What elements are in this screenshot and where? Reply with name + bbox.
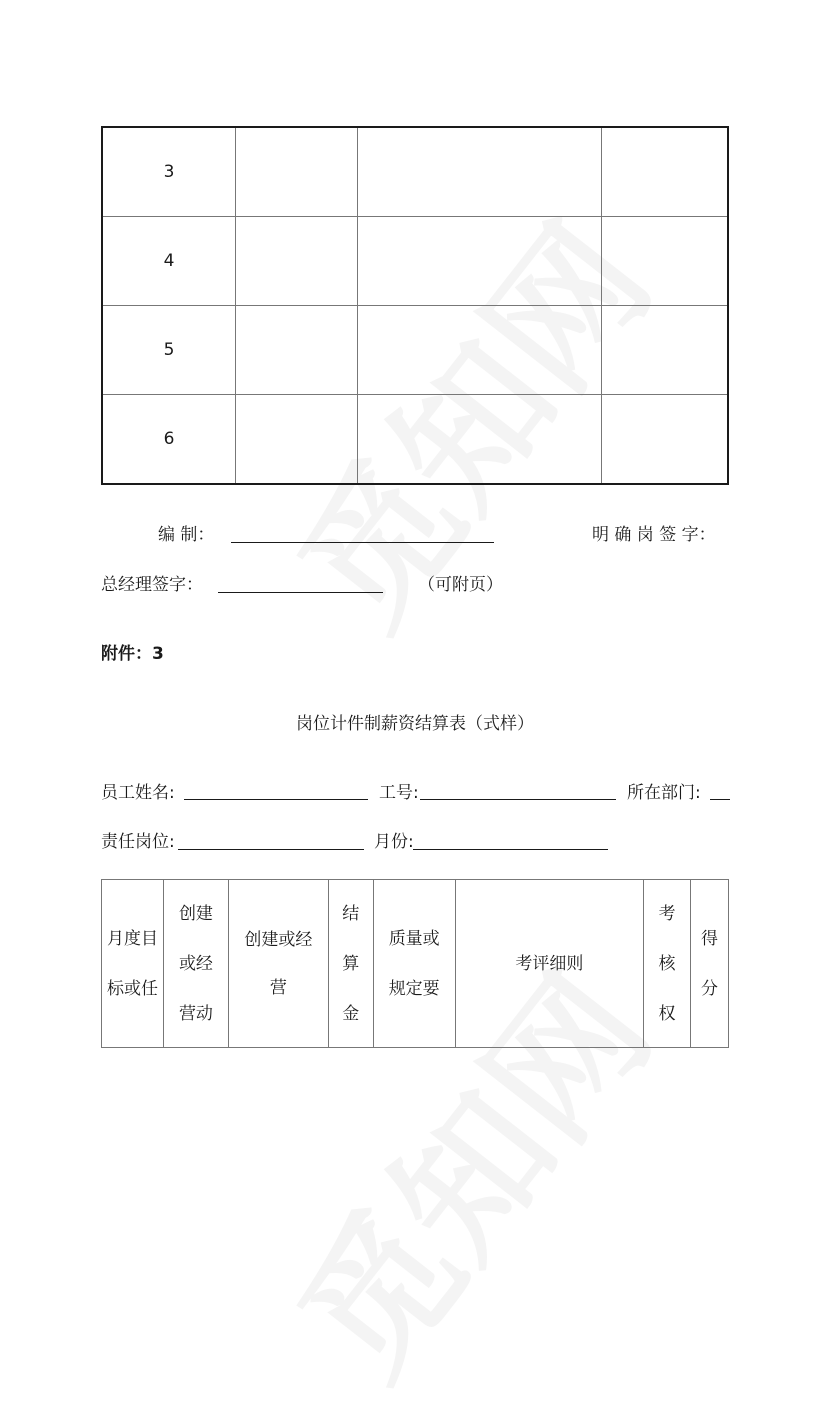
top-table xyxy=(101,126,729,485)
post-label: 责任岗位: xyxy=(101,832,175,852)
form-title: 岗位计件制薪资结算表（式样） xyxy=(296,714,534,734)
row-number: 3 xyxy=(102,127,236,217)
header-monthly-target: 月度目标或任 xyxy=(102,880,164,1048)
table-cell xyxy=(236,306,358,395)
table-cell xyxy=(357,306,601,395)
table-row xyxy=(102,217,728,306)
header-create-operate: 创建或经营 xyxy=(228,880,328,1048)
table-cell xyxy=(236,127,358,217)
header-quality-requirement: 质量或规定要 xyxy=(373,880,455,1048)
header-settlement-amount: 结算金 xyxy=(328,880,373,1048)
post-line[interactable] xyxy=(178,849,364,850)
confirm-post-signature-label: 明 确 岗 签 字： xyxy=(592,525,716,545)
table-header-row xyxy=(102,880,729,1048)
header-assessment-weight: 考核权 xyxy=(644,880,691,1048)
table-cell xyxy=(601,127,728,217)
prepared-by-line[interactable] xyxy=(231,542,494,543)
table-cell xyxy=(357,217,601,306)
attachment-label: 附件：3 xyxy=(101,644,164,664)
settlement-table xyxy=(101,879,729,1048)
employee-name-line[interactable] xyxy=(184,799,368,800)
month-label: 月份: xyxy=(374,832,414,852)
department-line[interactable] xyxy=(710,799,730,800)
employee-id-line[interactable] xyxy=(420,799,616,800)
table-cell xyxy=(357,127,601,217)
table-cell xyxy=(236,217,358,306)
header-create-operate-activity: 创建或经营动 xyxy=(163,880,228,1048)
gm-signature-line[interactable] xyxy=(218,592,383,593)
table-cell xyxy=(357,395,601,485)
row-number: 6 xyxy=(102,395,236,485)
month-line[interactable] xyxy=(413,849,608,850)
table-row xyxy=(102,306,728,395)
table-cell xyxy=(601,217,728,306)
table-cell xyxy=(601,306,728,395)
table-cell xyxy=(236,395,358,485)
header-score: 得分 xyxy=(691,880,729,1048)
attach-note: （可附页） xyxy=(418,575,503,595)
row-number: 5 xyxy=(102,306,236,395)
row-number: 4 xyxy=(102,217,236,306)
prepared-by-label: 编 制： xyxy=(158,525,215,545)
header-evaluation-rules: 考评细则 xyxy=(455,880,643,1048)
department-label: 所在部门: xyxy=(627,783,701,803)
table-cell xyxy=(601,395,728,485)
table-row xyxy=(102,395,728,485)
employee-id-label: 工号: xyxy=(379,783,419,803)
table-row xyxy=(102,127,728,217)
employee-name-label: 员工姓名: xyxy=(101,783,175,803)
gm-signature-label: 总经理签字： xyxy=(101,575,203,595)
